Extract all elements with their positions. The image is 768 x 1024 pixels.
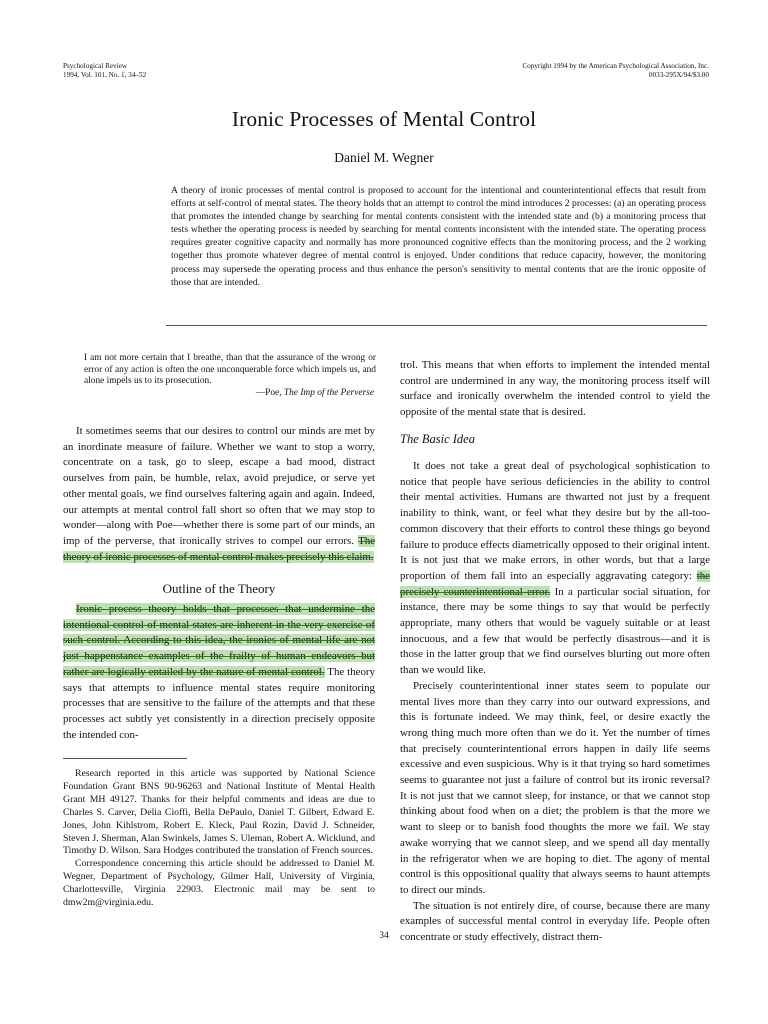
basic-idea-paragraph	[400, 459, 710, 679]
journal-header	[63, 62, 146, 79]
epigraph-attribution	[84, 388, 376, 400]
footnote-divider	[63, 758, 187, 759]
epigraph	[84, 353, 376, 399]
outline-paragraph-text: The theory says that attempts to influence mental states require monitoring processes that are sensitive to the failure of the attempts and that these processes act subtly yet consistently in a direction precisely opposite the intended con-	[63, 665, 375, 741]
highlighted-passage[interactable]: The theory of ironic processes of mental control makes precisely this claim.	[63, 534, 375, 563]
intro-paragraph-text: It sometimes seems that our desires to control our minds are met by an inordinate measure of failure. Whether we want to stop a worry, concentrate on a task, go to sleep, escape a bad mood, distract ourselves from pain, be humble, relax, avoid prejudice, or serve yet other mental goals, we find ourselves faltering again and again. Indeed, our attempts at mental control fall short so often that we may stop to wonder—along with Poe—whether there is some part of our minds, an imp of the perverse, that ironically strives to compel our errors.	[63, 425, 375, 547]
copyright-line: Copyright 1994 by the American Psychological Association, Inc.	[522, 62, 709, 70]
author-name: Daniel M. Wegner	[334, 150, 434, 165]
footnotes	[63, 768, 375, 910]
copyright-header	[522, 62, 709, 79]
article-title: Ironic Processes of Mental Control	[231, 107, 537, 131]
counterintentional-paragraph: Precisely counterintentional inner states seem to populate our mental lives more than they carry into our outward expressions, and this is fortunate indeed. We may think, feel, or desire exactly the wrong thing much more often than we do it. Yet the number of times that precisely counterintentional errors happen in daily life seems excessive and even suspicious. Why is it that trying so hard sometimes seems to guarantee not just a failure of control but its ironic reversal? It is not just that we cannot sleep, for instance, or that we cannot stop thinking about food when on a diet; the problem is that the more we want to sleep or to banish food thoughts the more we fail. We stay awake worrying that we cannot sleep, and we spend all day mentally in the refrigerator when we are hoping to diet. The agony of mental control is this oppositional quality that always seems to haunt attempts to direct our minds.	[400, 679, 710, 896]
correspondence-footnote: Correspondence concerning this article should be addressed to Daniel M. Wegner, Department of Psychology, Gilmer Hall, University of Virginia, Charlottesville, Virginia 22903. Electronic mail may be sent to dmw2m@virginia.edu.	[63, 858, 375, 909]
epigraph-attribution-prefix: —Poe,	[255, 387, 282, 398]
situation-paragraph: The situation is not entirely dire, of course, because there are many examples of successful mental control in everyday life. People often concentrate or study effectively, distract them-	[400, 899, 710, 944]
intro-paragraph	[63, 424, 375, 565]
issn-line: 0033-295X/94/$3.00	[648, 70, 709, 79]
funding-footnote: Research reported in this article was supported by National Science Foundation Grant BNS 90-96263 and National Institute of Mental Health Grant MH 49127. Thanks for their helpful comments and ideas are due to Charles S. Carver, Delia Cioffi, Bella DePaulo, Daniel T. Gilbert, Edward E. Jones, John Kihlstrom, Robert E. Kleck, Paul Rozin, David J. Schneider, Steven J. Sherman, Alan Swinkels, James S. Uleman, Robert A. Wicklund, and Timothy D. Wilson. Sara Hodges contributed the translation of French sources.	[63, 768, 375, 857]
continuation-paragraph: trol. This means that when efforts to implement the intended mental control are undermined in any way, the monitoring process itself will surface and ironically overwhelm the intended control to yield the opposite of the mental state that is desired.	[400, 359, 710, 419]
outline-paragraph	[63, 602, 375, 743]
page-number: 34	[379, 931, 389, 941]
right-column-basic-idea	[400, 459, 710, 946]
basic-idea-text-before: It does not take a great deal of psychological sophistication to notice that people have serious deficiencies in the ability to control their mental activities. Humans are thwarted not just by a frequent inability to think, want, or feel what they desire but by the all-too-common discovery that their efforts to control these things go beyond failure to produce effects diametrically opposed to their original intent. It is not just that we make errors, in other words, but that a large proportion of them fall into an especially aggravating category:	[400, 460, 710, 582]
basic-idea-text-after: In a particular social situation, for instance, there may be some things to say that would be perfectly appropriate, many others that would be vaguely suitable or at least innocuous, and a few that would be perfectly disastrous—and it is those in the latter group that we find ourselves blurting out more often than we would like.	[400, 585, 710, 677]
abstract: A theory of ironic processes of mental control is proposed to account for the intentional and counterintentional effects that result from efforts at self-control of mental states. The theory holds that an attempt to control the mind introduces 2 processes: (a) an operating process that promotes the intended change by searching for mental contents consistent with the intended state and (b) a monitoring process that tests whether the operating process is needed by searching for mental contents inconsistent with the intended state. The operating process requires greater cognitive capacity and normally has more pronounced cognitive effects than the monitoring process, and the 2 working together thus promote whatever degree of mental control is enjoyed. Under conditions that reduce capacity, however, the monitoring process may supersede the operating process and thus enhance the person's sensitivity to mental contents that are the ironic opposite of those that are intended.	[171, 185, 706, 288]
highlighted-passage[interactable]: Ironic process theory holds that processes that undermine the intentional control of mental states are inherent in the very exercise of such control. According to this idea, the ironies of mental life are not just happenstance examples of the frailty of human endeavors but rather are logically entailed by the nature of mental control.	[63, 603, 375, 678]
journal-name: Psychological Review	[63, 62, 128, 70]
epigraph-quote: I am not more certain that I breathe, than that the assurance of the wrong or error of any action is often the one unconquerable force which impels us, and alone impels us to its prosecution.	[84, 353, 376, 387]
left-column-intro	[63, 424, 375, 565]
epigraph-attribution-work: The Imp of the Perverse	[283, 387, 374, 398]
section-heading: Outline of the Theory	[162, 581, 276, 596]
journal-citation: 1994, Vol. 101, No. 1, 34–52	[63, 70, 147, 79]
highlighted-passage[interactable]: the precisely counterintentional error.	[400, 569, 710, 598]
subsection-heading: The Basic Idea	[400, 432, 475, 446]
right-column-continuation	[400, 358, 710, 421]
abstract-divider	[166, 325, 707, 326]
left-column-outline	[63, 602, 375, 743]
